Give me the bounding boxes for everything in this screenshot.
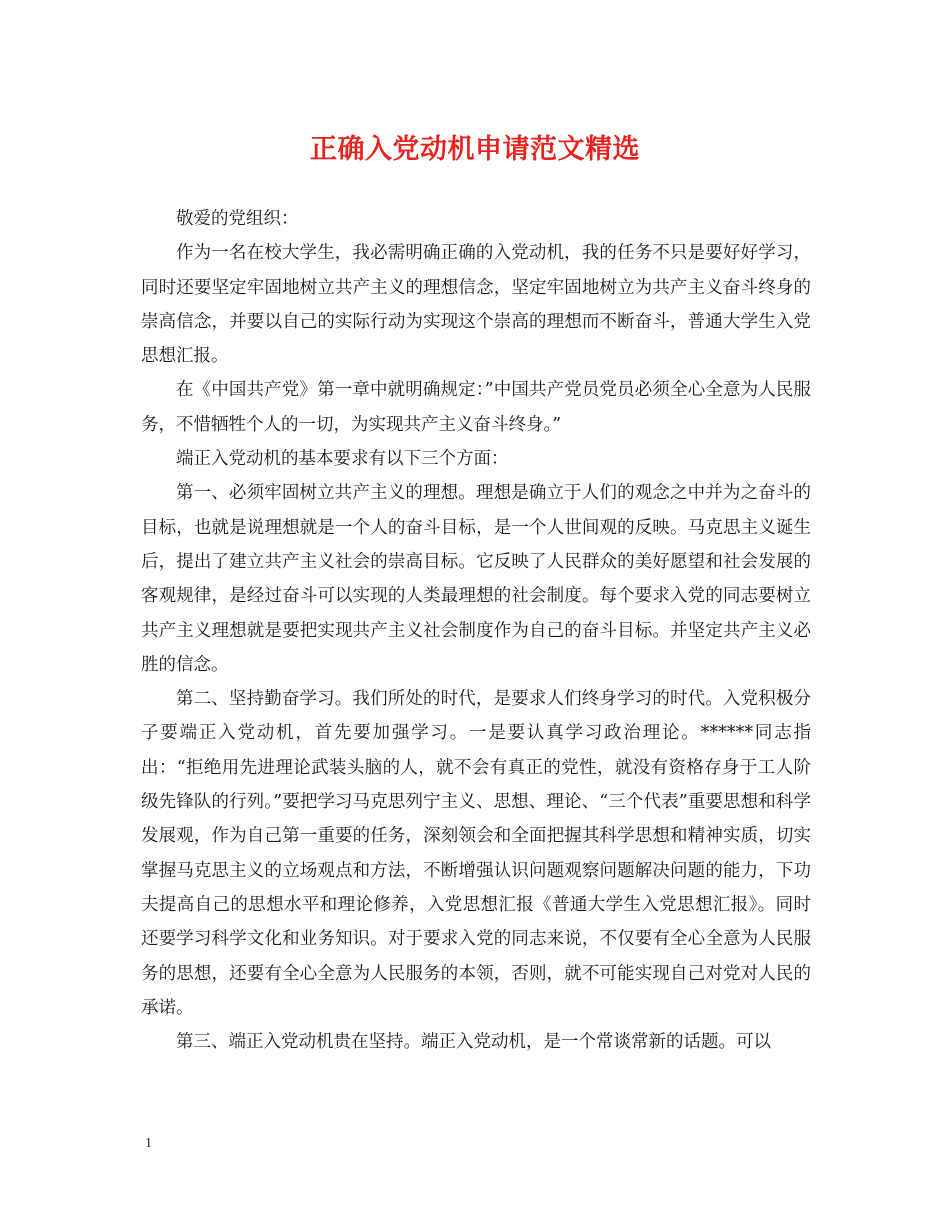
paragraph: 第一、必须牢固树立共产主义的理想。理想是确立于人们的观念之中并为之奋斗的目标，也就是说理想就是一个人的奋斗目标，是一个人世间观的反映。马克思主义诞生后，提出了建立共产主义社会的崇高目标。它反映了人民群众的美好愿望和社会发展的客观规律，是经过奋斗可以实现的人类最理想的社会制度。每个要求入党的同志要树立共产主义理想就是要把实现共产主义社会制度作为自己的奋斗目标。并坚定共产主义必胜的信念。 (141, 483, 811, 675)
paragraph: 第三、端正入党动机贵在坚持。端正入党动机，是一个常谈常新的话题。可以 (176, 1032, 771, 1053)
paragraph: 第二、坚持勤奋学习。我们所处的时代，是要求人们终身学习的时代。入党积极分子要端正入党动机，首先要加强学习。一是要认真学习政治理论。******同志指出：“拒绝用先进理论武装头脑的人，就不会有真正的党性，就没有资格存身于工人阶级先锋队的行列。”要把学习马克思列宁主义、思想、理论、“三个代表”重要思想和科学发展观，作为自己第一重要的任务，深刻领会和全面把握其科学思想和精神实质，切实掌握马克思主义的立场观点和方法，不断增强认识问题观察问题解决问题的能力，下功夫提高自己的思想水平和理论修养，入党思想汇报《普通大学生入党思想汇报》。同时还要学习科学文化和业务知识。对于要求入党的同志来说，不仅要有全心全意为人民服务的思想，还要有全心全意为人民服务的本领，否则，就不可能实现自己对党对人民的承诺。 (141, 689, 811, 1018)
document-title: 正确入党动机申请范文精选 (310, 134, 640, 165)
paragraph: 作为一名在校大学生，我必需明确正确的入党动机，我的任务不只是要好好学习，同时还要坚定牢固地树立共产主义的理想信念，坚定牢固地树立为共产主义奋斗终身的崇高信念，并要以自己的实际行动为实现这个崇高的理想而不断奋斗，普通大学生入党思想汇报。 (141, 243, 811, 367)
paragraph: 端正入党动机的基本要求有以下三个方面： (176, 449, 509, 470)
salutation: 敬爱的党组织： (176, 209, 299, 229)
document-body (141, 202, 811, 1059)
paragraph: 在《中国共产党》第一章中就明确规定：”中国共产党员党员必须全心全意为人民服务，不惜牺牲个人的一切，为实现共产主义奋斗终身。” (141, 380, 811, 435)
page-number: 1 (145, 1136, 152, 1151)
